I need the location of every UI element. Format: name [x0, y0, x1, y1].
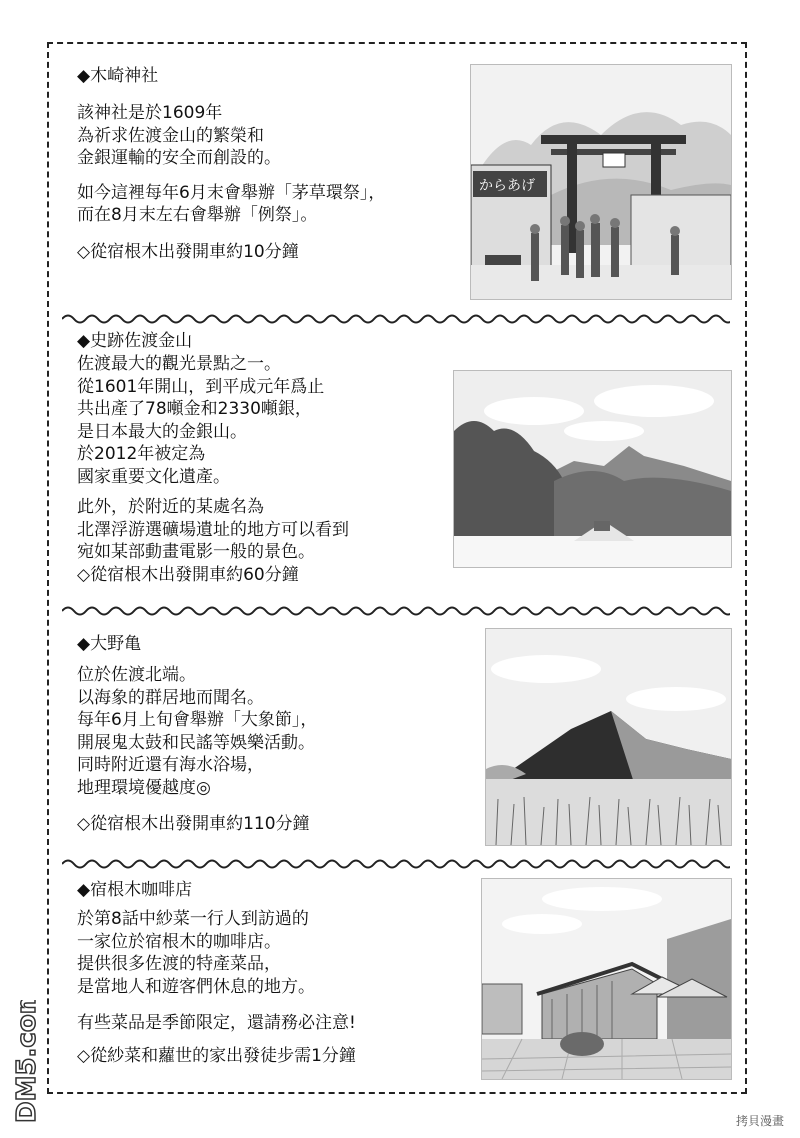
dm5-logo [6, 1000, 46, 1130]
text-line: 共出產了78噸金和2330噸銀， [77, 399, 312, 419]
text-line: 位於佐渡北端。 [77, 665, 196, 685]
text-line: 金銀運輸的安全而創設的。 [77, 148, 281, 168]
dm5-logo-text: DM5.com [12, 1000, 42, 1123]
text-line: 於第8話中紗菜一行人到訪過的 [77, 909, 309, 929]
text-line: 每年6月上旬會舉辦「大象節」， [77, 710, 318, 730]
shrine-photo [470, 64, 732, 300]
text-line: 該神社是於1609年 [77, 103, 223, 123]
access-info: ◇從紗菜和蘿世的家出發徒步需1分鐘 [77, 1045, 356, 1066]
section-kizaki-shrine [77, 64, 385, 263]
text-line: 有些菜品是季節限定，還請務必注意! [77, 1013, 356, 1033]
section-title: ◆宿根木咖啡店 [77, 880, 193, 900]
text-line: 從1601年開山，到平成元年爲止 [77, 376, 325, 397]
text-line: 北澤浮游選礦場遺址的地方可以看到 [77, 519, 349, 540]
section-title: ◆大野亀 [77, 634, 142, 654]
cafe-photo [481, 878, 732, 1080]
access-info: ◇從宿根木出發開車約10分鐘 [77, 241, 299, 262]
section-sado-gold-mine [77, 329, 349, 586]
section-title: ◆史跡佐渡金山 [77, 331, 193, 351]
copy-manga-watermark: 拷貝漫畫 [736, 1114, 785, 1128]
section-shukunegi-cafe [77, 878, 356, 1067]
text-line: 如今這裡每年6月末會舉辦「茅草環祭」， [77, 182, 386, 203]
wavy-divider [62, 856, 730, 870]
text-line: 此外，於附近的某處名為 [77, 497, 264, 517]
gold-mine-photo [453, 370, 732, 568]
onogame-photo [485, 628, 732, 846]
text-line: 於2012年被定為 [77, 444, 206, 464]
text-line: 為祈求佐渡金山的繁榮和 [77, 125, 264, 146]
text-line: 國家重要文化遺產。 [77, 466, 230, 487]
text-line: 佐渡最大的觀光景點之一。 [77, 354, 281, 374]
text-line: 是日本最大的金銀山。 [77, 421, 247, 442]
text-line: 而在8月末左右會舉辦「例祭」。 [77, 205, 318, 225]
access-info: ◇從宿根木出發開車約110分鐘 [77, 814, 310, 834]
wavy-divider [62, 311, 730, 325]
text-line: 一家位於宿根木的咖啡店。 [77, 931, 281, 952]
section-onogame [77, 632, 317, 836]
text-line: 提供很多佐渡的特產菜品， [77, 954, 281, 974]
text-line: 是當地人和遊客們休息的地方。 [77, 976, 315, 997]
text-line: 地理環境優越度◎ [77, 777, 211, 798]
text-line: 宛如某部動畫電影一般的景色。 [77, 542, 315, 562]
access-info: ◇從宿根木出發開車約60分鐘 [77, 564, 299, 585]
stall-sign: からあげ [479, 178, 535, 194]
text-line: 開展鬼太鼓和民謠等娛樂活動。 [77, 732, 315, 753]
wavy-divider [62, 603, 730, 617]
section-title: ◆木崎神社 [77, 66, 159, 86]
text-line: 同時附近還有海水浴場， [77, 755, 264, 775]
text-line: 以海象的群居地而聞名。 [77, 687, 264, 708]
